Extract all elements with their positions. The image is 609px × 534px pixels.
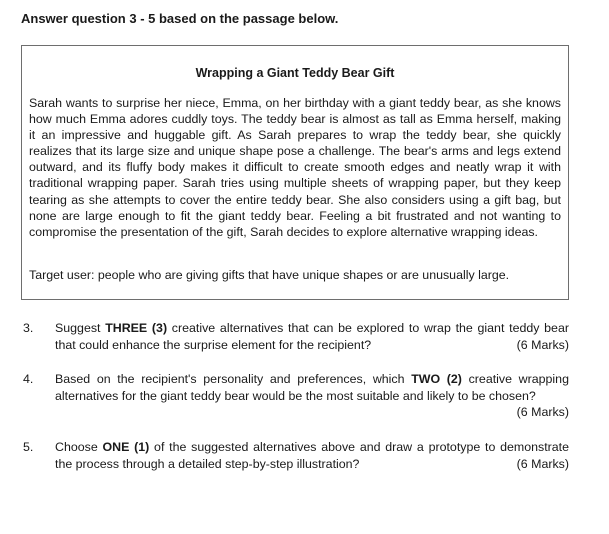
section-instruction: Answer question 3 - 5 based on the passage below. <box>21 11 339 26</box>
question-emphasis: ONE (1) <box>102 440 150 454</box>
question-text: Choose ONE (1) of the suggested alternatives above and draw a prototype to demonstrate the process through a detailed step-by-step illustration? (6 Marks) <box>55 440 570 471</box>
question-number: 4. <box>23 372 34 386</box>
question-emphasis: THREE (3) <box>105 321 168 335</box>
question-number: 5. <box>23 440 34 454</box>
passage-box <box>21 45 569 300</box>
passage-body: Sarah wants to surprise her niece, Emma, on her birthday with a giant teddy bear, as she knows how much Emma adores cuddly toys. The teddy bear is almost as tall as Emma herself, making it an impressive and huggable gift. As Sarah prepares to wrap the teddy bear, she quickly realizes that its large size and unique shape pose a challenge. The bear's arms and legs extend outward, and its fluffy body makes it difficult to create smooth edges and neatly wrap it with traditional wrapping paper. Sarah tries using multiple sheets of wrapping paper, but they keep tearing as she attempts to cover the entire teddy bear. She also considers using a gift bag, but none are large enough to fit the giant teddy bear. Feeling a bit frustrated and not wanting to compromise the presentation of the gift, Sarah decides to explore alternative wrapping ideas. <box>29 96 561 239</box>
question-emphasis: TWO (2) <box>411 372 462 386</box>
question-marks: (6 Marks) <box>516 337 569 352</box>
passage-target-user: Target user: people who are giving gifts that have unique shapes or are unusually large. <box>29 268 510 282</box>
question-number: 3. <box>23 321 34 335</box>
passage-title: Wrapping a Giant Teddy Bear Gift <box>195 66 395 80</box>
question-text: Suggest THREE (3) creative alternatives that can be explored to wrap the giant teddy bear that could enhance the surprise element for the recipient? (6 Marks) <box>55 321 569 352</box>
question-text: Based on the recipient's personality and preferences, which TWO (2) creative wrapping alternatives for the giant teddy bear would be the most suitable and likely to be chosen? (6 Marks) <box>55 372 569 419</box>
question-marks: (6 Marks) <box>516 456 569 471</box>
question-marks: (6 Marks) <box>516 405 569 419</box>
